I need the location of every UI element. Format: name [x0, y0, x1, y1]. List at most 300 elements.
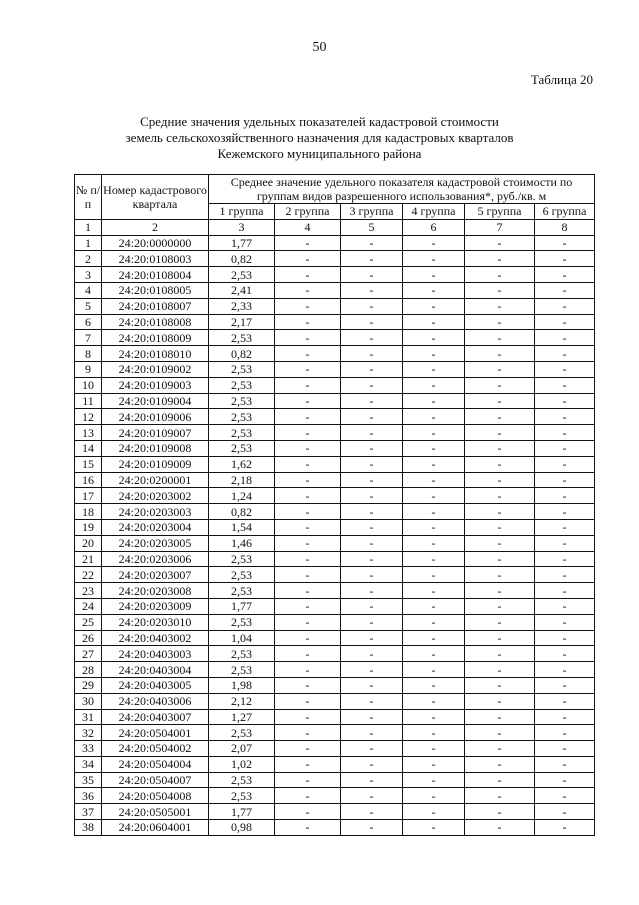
group-1-value-cell: 2,53: [209, 409, 275, 425]
group-4-value-cell: -: [403, 583, 465, 599]
table-row: [75, 741, 595, 757]
quarter-code-cell: 24:20:0203010: [102, 614, 209, 630]
group-6-value-cell: -: [535, 598, 595, 614]
group-6-value-cell: -: [535, 756, 595, 772]
group-3-value-cell: -: [341, 346, 403, 362]
group-5-value-cell: -: [465, 251, 535, 267]
group-3-value-cell: -: [341, 709, 403, 725]
group-3-value-cell: -: [341, 361, 403, 377]
group-5-value-cell: -: [465, 662, 535, 678]
group-1-value-cell: 1,77: [209, 235, 275, 251]
group-6-value-cell: -: [535, 519, 595, 535]
group-6-value-cell: -: [535, 472, 595, 488]
row-number-cell: 31: [75, 709, 102, 725]
group-6-value-cell: -: [535, 630, 595, 646]
table-row: [75, 425, 595, 441]
quarter-code-cell: 24:20:0403002: [102, 630, 209, 646]
group-4-value-cell: -: [403, 298, 465, 314]
header-group-5: 5 группа: [465, 204, 535, 220]
group-6-value-cell: -: [535, 567, 595, 583]
group-5-value-cell: -: [465, 646, 535, 662]
group-3-value-cell: -: [341, 314, 403, 330]
column-number: 5: [341, 219, 403, 235]
group-5-value-cell: -: [465, 820, 535, 836]
group-4-value-cell: -: [403, 251, 465, 267]
group-5-value-cell: -: [465, 425, 535, 441]
group-3-value-cell: -: [341, 804, 403, 820]
group-3-value-cell: -: [341, 677, 403, 693]
group-2-value-cell: -: [275, 772, 341, 788]
quarter-code-cell: 24:20:0203006: [102, 551, 209, 567]
row-number-cell: 19: [75, 519, 102, 535]
group-5-value-cell: -: [465, 456, 535, 472]
quarter-code-cell: 24:20:0505001: [102, 804, 209, 820]
row-number-cell: 9: [75, 361, 102, 377]
group-4-value-cell: -: [403, 709, 465, 725]
group-3-value-cell: -: [341, 235, 403, 251]
quarter-code-cell: 24:20:0203003: [102, 504, 209, 520]
group-2-value-cell: -: [275, 820, 341, 836]
quarter-code-cell: 24:20:0403006: [102, 693, 209, 709]
group-5-value-cell: -: [465, 235, 535, 251]
table-row: [75, 409, 595, 425]
group-2-value-cell: -: [275, 235, 341, 251]
row-number-cell: 14: [75, 440, 102, 456]
group-2-value-cell: -: [275, 472, 341, 488]
quarter-code-cell: 24:20:0108010: [102, 346, 209, 362]
group-1-value-cell: 2,17: [209, 314, 275, 330]
table-row: [75, 282, 595, 298]
group-4-value-cell: -: [403, 741, 465, 757]
group-2-value-cell: -: [275, 361, 341, 377]
table-row: [75, 235, 595, 251]
row-number-cell: 32: [75, 725, 102, 741]
group-5-value-cell: -: [465, 677, 535, 693]
group-6-value-cell: -: [535, 583, 595, 599]
row-number-cell: 20: [75, 535, 102, 551]
table-row: [75, 314, 595, 330]
row-number-cell: 22: [75, 567, 102, 583]
title-line: земель сельскохозяйственного назначения для кадастровых кварталов: [125, 130, 514, 145]
group-4-value-cell: -: [403, 456, 465, 472]
group-5-value-cell: -: [465, 377, 535, 393]
group-6-value-cell: -: [535, 677, 595, 693]
group-4-value-cell: -: [403, 677, 465, 693]
row-number-cell: 2: [75, 251, 102, 267]
header-group-6: 6 группа: [535, 204, 595, 220]
group-2-value-cell: -: [275, 535, 341, 551]
table-row: [75, 488, 595, 504]
quarter-code-cell: 24:20:0108009: [102, 330, 209, 346]
table-row: [75, 472, 595, 488]
group-4-value-cell: -: [403, 788, 465, 804]
quarter-code-cell: 24:20:0504007: [102, 772, 209, 788]
column-number: 1: [75, 219, 102, 235]
row-number-cell: 21: [75, 551, 102, 567]
group-3-value-cell: -: [341, 472, 403, 488]
table-row: [75, 456, 595, 472]
table-row: [75, 756, 595, 772]
group-6-value-cell: -: [535, 535, 595, 551]
group-2-value-cell: -: [275, 662, 341, 678]
row-number-cell: 1: [75, 235, 102, 251]
group-4-value-cell: -: [403, 235, 465, 251]
group-1-value-cell: 1,77: [209, 598, 275, 614]
group-1-value-cell: 2,18: [209, 472, 275, 488]
group-6-value-cell: -: [535, 820, 595, 836]
group-6-value-cell: -: [535, 504, 595, 520]
group-2-value-cell: -: [275, 709, 341, 725]
group-1-value-cell: 0,98: [209, 820, 275, 836]
quarter-code-cell: 24:20:0504008: [102, 788, 209, 804]
row-number-cell: 35: [75, 772, 102, 788]
group-5-value-cell: -: [465, 535, 535, 551]
group-3-value-cell: -: [341, 519, 403, 535]
title-line: Кежемского муниципального района: [217, 146, 422, 161]
group-1-value-cell: 2,53: [209, 393, 275, 409]
group-6-value-cell: -: [535, 772, 595, 788]
quarter-code-cell: 24:20:0203005: [102, 535, 209, 551]
group-3-value-cell: -: [341, 425, 403, 441]
group-3-value-cell: -: [341, 535, 403, 551]
group-4-value-cell: -: [403, 820, 465, 836]
group-3-value-cell: -: [341, 393, 403, 409]
quarter-code-cell: 24:20:0108007: [102, 298, 209, 314]
group-4-value-cell: -: [403, 804, 465, 820]
group-5-value-cell: -: [465, 440, 535, 456]
group-2-value-cell: -: [275, 693, 341, 709]
group-3-value-cell: -: [341, 614, 403, 630]
group-4-value-cell: -: [403, 346, 465, 362]
row-number-cell: 16: [75, 472, 102, 488]
group-5-value-cell: -: [465, 472, 535, 488]
row-number-cell: 30: [75, 693, 102, 709]
group-4-value-cell: -: [403, 425, 465, 441]
group-6-value-cell: -: [535, 346, 595, 362]
column-number: 6: [403, 219, 465, 235]
row-number-cell: 17: [75, 488, 102, 504]
table-row: [75, 583, 595, 599]
group-4-value-cell: -: [403, 361, 465, 377]
column-number-row: [75, 219, 595, 235]
group-1-value-cell: 0,82: [209, 251, 275, 267]
table-row: [75, 646, 595, 662]
group-1-value-cell: 2,53: [209, 567, 275, 583]
group-1-value-cell: 1,98: [209, 677, 275, 693]
group-5-value-cell: -: [465, 282, 535, 298]
group-2-value-cell: -: [275, 756, 341, 772]
group-3-value-cell: -: [341, 409, 403, 425]
table-row: [75, 504, 595, 520]
group-2-value-cell: -: [275, 741, 341, 757]
group-6-value-cell: -: [535, 377, 595, 393]
group-1-value-cell: 1,54: [209, 519, 275, 535]
group-5-value-cell: -: [465, 756, 535, 772]
row-number-cell: 38: [75, 820, 102, 836]
group-4-value-cell: -: [403, 267, 465, 283]
group-4-value-cell: -: [403, 519, 465, 535]
quarter-code-cell: 24:20:0109002: [102, 361, 209, 377]
group-4-value-cell: -: [403, 646, 465, 662]
row-number-cell: 23: [75, 583, 102, 599]
page-number: 50: [312, 40, 327, 55]
row-number-cell: 33: [75, 741, 102, 757]
row-number-cell: 24: [75, 598, 102, 614]
group-1-value-cell: 2,53: [209, 267, 275, 283]
table-row: [75, 662, 595, 678]
header-row-number: № п/п: [75, 175, 102, 220]
group-6-value-cell: -: [535, 646, 595, 662]
group-1-value-cell: 2,53: [209, 377, 275, 393]
group-4-value-cell: -: [403, 772, 465, 788]
group-6-value-cell: -: [535, 662, 595, 678]
group-3-value-cell: -: [341, 456, 403, 472]
group-2-value-cell: -: [275, 456, 341, 472]
group-4-value-cell: -: [403, 330, 465, 346]
quarter-code-cell: 24:20:0504004: [102, 756, 209, 772]
table-row: [75, 377, 595, 393]
group-3-value-cell: -: [341, 662, 403, 678]
group-2-value-cell: -: [275, 583, 341, 599]
group-1-value-cell: 2,12: [209, 693, 275, 709]
table-row: [75, 267, 595, 283]
group-5-value-cell: -: [465, 598, 535, 614]
table-row: [75, 330, 595, 346]
group-5-value-cell: -: [465, 788, 535, 804]
group-6-value-cell: -: [535, 267, 595, 283]
column-number: 8: [535, 219, 595, 235]
group-3-value-cell: -: [341, 251, 403, 267]
group-1-value-cell: 2,53: [209, 583, 275, 599]
row-number-cell: 10: [75, 377, 102, 393]
header-group-2: 2 группа: [275, 204, 341, 220]
group-4-value-cell: -: [403, 662, 465, 678]
quarter-code-cell: 24:20:0403004: [102, 662, 209, 678]
group-1-value-cell: 2,53: [209, 646, 275, 662]
group-5-value-cell: -: [465, 709, 535, 725]
group-5-value-cell: -: [465, 693, 535, 709]
table-row: [75, 440, 595, 456]
group-3-value-cell: -: [341, 725, 403, 741]
group-1-value-cell: 1,02: [209, 756, 275, 772]
group-1-value-cell: 2,41: [209, 282, 275, 298]
group-1-value-cell: 1,04: [209, 630, 275, 646]
group-3-value-cell: -: [341, 646, 403, 662]
header-group-3: 3 группа: [341, 204, 403, 220]
quarter-code-cell: 24:20:0403005: [102, 677, 209, 693]
table-row: [75, 677, 595, 693]
group-2-value-cell: -: [275, 377, 341, 393]
group-3-value-cell: -: [341, 504, 403, 520]
group-6-value-cell: -: [535, 456, 595, 472]
table-row: [75, 567, 595, 583]
group-5-value-cell: -: [465, 504, 535, 520]
group-1-value-cell: 2,53: [209, 551, 275, 567]
group-3-value-cell: -: [341, 377, 403, 393]
quarter-code-cell: 24:20:0504002: [102, 741, 209, 757]
table-row: [75, 251, 595, 267]
row-number-cell: 36: [75, 788, 102, 804]
group-4-value-cell: -: [403, 314, 465, 330]
row-number-cell: 8: [75, 346, 102, 362]
row-number-cell: 7: [75, 330, 102, 346]
group-3-value-cell: -: [341, 756, 403, 772]
group-3-value-cell: -: [341, 298, 403, 314]
group-4-value-cell: -: [403, 488, 465, 504]
group-2-value-cell: -: [275, 504, 341, 520]
row-number-cell: 4: [75, 282, 102, 298]
group-5-value-cell: -: [465, 361, 535, 377]
quarter-code-cell: 24:20:0604001: [102, 820, 209, 836]
group-1-value-cell: 2,53: [209, 330, 275, 346]
group-1-value-cell: 2,53: [209, 772, 275, 788]
group-2-value-cell: -: [275, 567, 341, 583]
row-number-cell: 3: [75, 267, 102, 283]
group-4-value-cell: -: [403, 504, 465, 520]
table-row: [75, 772, 595, 788]
group-3-value-cell: -: [341, 693, 403, 709]
row-number-cell: 13: [75, 425, 102, 441]
group-1-value-cell: 1,46: [209, 535, 275, 551]
column-number: 4: [275, 219, 341, 235]
group-5-value-cell: -: [465, 346, 535, 362]
quarter-code-cell: 24:20:0109004: [102, 393, 209, 409]
row-number-cell: 26: [75, 630, 102, 646]
group-4-value-cell: -: [403, 630, 465, 646]
group-4-value-cell: -: [403, 551, 465, 567]
quarter-code-cell: 24:20:0203009: [102, 598, 209, 614]
group-1-value-cell: 2,53: [209, 361, 275, 377]
table-row: [75, 725, 595, 741]
group-6-value-cell: -: [535, 409, 595, 425]
group-5-value-cell: -: [465, 614, 535, 630]
group-3-value-cell: -: [341, 330, 403, 346]
group-5-value-cell: -: [465, 567, 535, 583]
quarter-code-cell: 24:20:0203007: [102, 567, 209, 583]
group-2-value-cell: -: [275, 630, 341, 646]
group-1-value-cell: 2,53: [209, 788, 275, 804]
group-1-value-cell: 2,53: [209, 614, 275, 630]
row-number-cell: 6: [75, 314, 102, 330]
group-3-value-cell: -: [341, 772, 403, 788]
group-6-value-cell: -: [535, 298, 595, 314]
group-5-value-cell: -: [465, 725, 535, 741]
table-row: [75, 820, 595, 836]
group-5-value-cell: -: [465, 393, 535, 409]
group-1-value-cell: 1,77: [209, 804, 275, 820]
header-average-value: Среднее значение удельного показателя кадастровой стоимости по группам видов разрешенного использования*, руб./кв. м: [209, 175, 595, 204]
group-2-value-cell: -: [275, 677, 341, 693]
column-number: 7: [465, 219, 535, 235]
quarter-code-cell: 24:20:0109003: [102, 377, 209, 393]
table-row: [75, 346, 595, 362]
group-2-value-cell: -: [275, 725, 341, 741]
group-6-value-cell: -: [535, 235, 595, 251]
table-row: [75, 598, 595, 614]
quarter-code-cell: 24:20:0109008: [102, 440, 209, 456]
group-6-value-cell: -: [535, 709, 595, 725]
group-4-value-cell: -: [403, 598, 465, 614]
group-6-value-cell: -: [535, 788, 595, 804]
group-6-value-cell: -: [535, 425, 595, 441]
group-2-value-cell: -: [275, 425, 341, 441]
quarter-code-cell: 24:20:0203008: [102, 583, 209, 599]
group-6-value-cell: -: [535, 393, 595, 409]
row-number-cell: 29: [75, 677, 102, 693]
header-group-4: 4 группа: [403, 204, 465, 220]
quarter-code-cell: 24:20:0203002: [102, 488, 209, 504]
row-number-cell: 12: [75, 409, 102, 425]
group-3-value-cell: -: [341, 440, 403, 456]
group-6-value-cell: -: [535, 741, 595, 757]
table-row: [75, 551, 595, 567]
quarter-code-cell: 24:20:0109006: [102, 409, 209, 425]
group-5-value-cell: -: [465, 804, 535, 820]
group-1-value-cell: 2,33: [209, 298, 275, 314]
group-2-value-cell: -: [275, 519, 341, 535]
group-5-value-cell: -: [465, 298, 535, 314]
table-body: [75, 235, 595, 835]
row-number-cell: 11: [75, 393, 102, 409]
group-5-value-cell: -: [465, 551, 535, 567]
group-2-value-cell: -: [275, 393, 341, 409]
group-6-value-cell: -: [535, 551, 595, 567]
group-2-value-cell: -: [275, 267, 341, 283]
group-1-value-cell: 2,07: [209, 741, 275, 757]
quarter-code-cell: 24:20:0108003: [102, 251, 209, 267]
cadastral-value-table: [74, 174, 595, 836]
table-row: [75, 788, 595, 804]
group-3-value-cell: -: [341, 741, 403, 757]
group-2-value-cell: -: [275, 488, 341, 504]
table-row: [75, 361, 595, 377]
group-2-value-cell: -: [275, 551, 341, 567]
group-4-value-cell: -: [403, 567, 465, 583]
group-4-value-cell: -: [403, 614, 465, 630]
group-3-value-cell: -: [341, 282, 403, 298]
table-row: [75, 535, 595, 551]
row-number-cell: 5: [75, 298, 102, 314]
table-row: [75, 519, 595, 535]
group-4-value-cell: -: [403, 393, 465, 409]
table-row: [75, 393, 595, 409]
table-row: [75, 630, 595, 646]
document-title: [0, 114, 639, 162]
group-4-value-cell: -: [403, 282, 465, 298]
group-2-value-cell: -: [275, 614, 341, 630]
table-label: Таблица 20: [530, 72, 593, 87]
quarter-code-cell: 24:20:0403007: [102, 709, 209, 725]
quarter-code-cell: 24:20:0108005: [102, 282, 209, 298]
group-6-value-cell: -: [535, 440, 595, 456]
quarter-code-cell: 24:20:0108008: [102, 314, 209, 330]
group-3-value-cell: -: [341, 583, 403, 599]
group-1-value-cell: 2,53: [209, 440, 275, 456]
group-6-value-cell: -: [535, 725, 595, 741]
group-4-value-cell: -: [403, 693, 465, 709]
group-1-value-cell: 2,53: [209, 662, 275, 678]
group-3-value-cell: -: [341, 598, 403, 614]
group-3-value-cell: -: [341, 788, 403, 804]
group-1-value-cell: 0,82: [209, 346, 275, 362]
group-3-value-cell: -: [341, 820, 403, 836]
group-5-value-cell: -: [465, 741, 535, 757]
row-number-cell: 27: [75, 646, 102, 662]
group-5-value-cell: -: [465, 409, 535, 425]
header-quarter-number: Номер кадастрового квартала: [102, 175, 209, 220]
quarter-code-cell: 24:20:0109009: [102, 456, 209, 472]
header-group-1: 1 группа: [209, 204, 275, 220]
